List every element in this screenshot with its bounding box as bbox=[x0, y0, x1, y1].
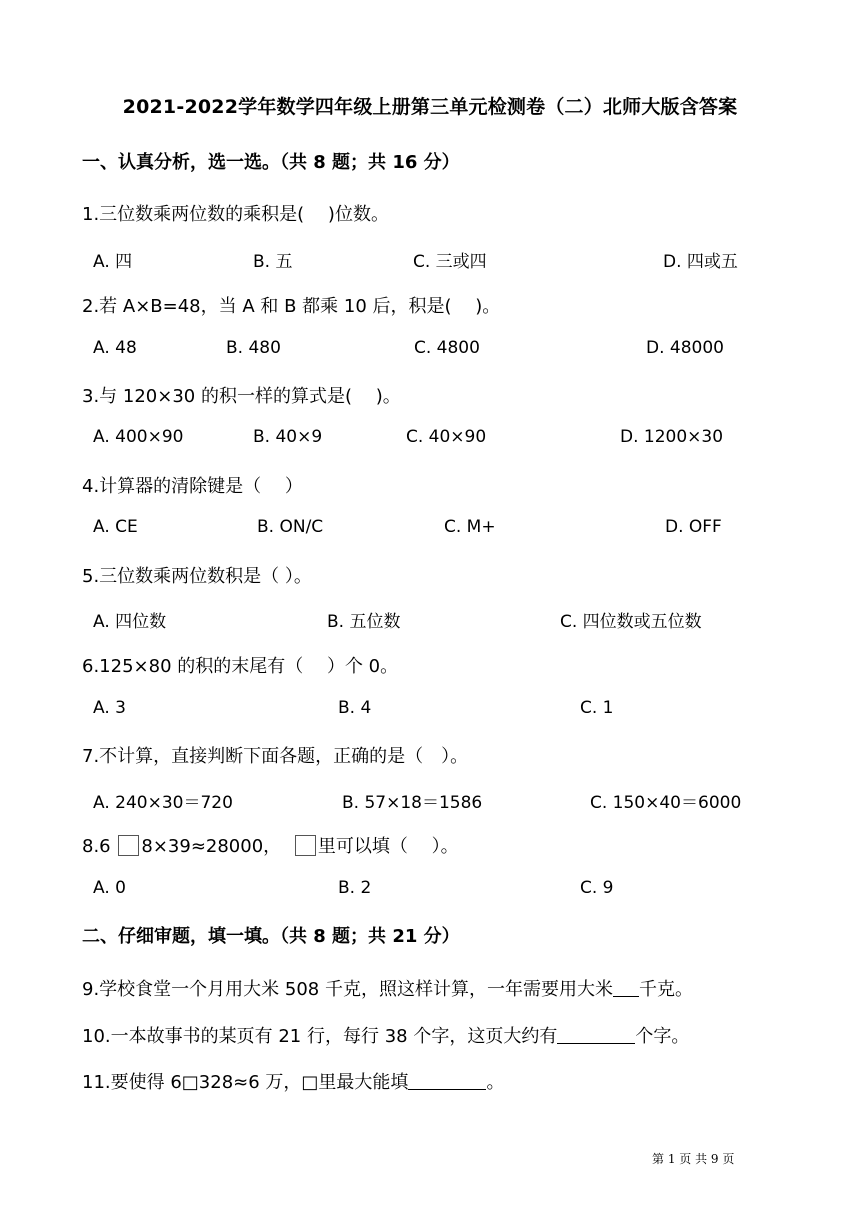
question-2: 2.若 A×B=48，当 A 和 B 都乘 10 后，积是( )。 bbox=[82, 296, 501, 317]
question-7: 7.不计算，直接判断下面各题，正确的是（ ）。 bbox=[82, 746, 469, 767]
question-11 bbox=[82, 1068, 504, 1094]
q8-prefix: 8.6 bbox=[82, 836, 111, 857]
q2-option-a: A. 48 bbox=[93, 338, 137, 358]
page-title: 2021-2022学年数学四年级上册第三单元检测卷（二）北师大版含答案 bbox=[122, 96, 738, 118]
section-heading-1: 一、认真分析，选一选。（共 8 题；共 16 分） bbox=[82, 152, 460, 173]
blank-box bbox=[118, 835, 139, 856]
answer-blank bbox=[557, 1026, 635, 1044]
q11-suffix: 。 bbox=[486, 1072, 505, 1093]
page-footer: 第 1 页 共 9 页 bbox=[652, 1152, 735, 1166]
question-5: 5.三位数乘两位数积是（ ）。 bbox=[82, 566, 312, 587]
question-10 bbox=[82, 1022, 689, 1048]
answer-blank bbox=[613, 979, 639, 997]
question-8 bbox=[82, 832, 459, 858]
q2-option-c: C. 4800 bbox=[414, 338, 480, 358]
q11-text: 11.要使得 6□328≈6 万，□里最大能填 bbox=[82, 1072, 409, 1093]
section-heading-2: 二、仔细审题，填一填。（共 8 题；共 21 分） bbox=[82, 926, 460, 947]
q8-option-b: B. 2 bbox=[338, 878, 372, 898]
q3-option-c: C. 40×90 bbox=[406, 427, 487, 447]
q4-option-a: A. CE bbox=[93, 517, 138, 537]
q6-option-a: A. 3 bbox=[93, 698, 126, 718]
q1-option-c: C. 三或四 bbox=[413, 252, 487, 272]
q7-option-b: B. 57×18＝1586 bbox=[342, 793, 483, 813]
q6-option-c: C. 1 bbox=[580, 698, 614, 718]
q8-option-c: C. 9 bbox=[580, 878, 614, 898]
q3-option-d: D. 1200×30 bbox=[620, 427, 724, 447]
q10-text: 10.一本故事书的某页有 21 行，每行 38 个字，这页大约有 bbox=[82, 1026, 558, 1047]
question-9 bbox=[82, 975, 693, 1001]
q7-option-a: A. 240×30＝720 bbox=[93, 793, 233, 813]
answer-blank bbox=[408, 1072, 486, 1090]
q5-option-a: A. 四位数 bbox=[93, 612, 167, 632]
q6-option-b: B. 4 bbox=[338, 698, 372, 718]
q3-option-b: B. 40×9 bbox=[253, 427, 323, 447]
q1-option-a: A. 四 bbox=[93, 252, 133, 272]
question-3: 3.与 120×30 的积一样的算式是( )。 bbox=[82, 386, 401, 407]
q3-option-a: A. 400×90 bbox=[93, 427, 184, 447]
q1-option-b: B. 五 bbox=[253, 252, 293, 272]
q2-option-b: B. 480 bbox=[226, 338, 281, 358]
question-1: 1.三位数乘两位数的乘积是( )位数。 bbox=[82, 204, 389, 225]
q9-suffix: 千克。 bbox=[638, 979, 693, 1000]
q8-option-a: A. 0 bbox=[93, 878, 126, 898]
q5-option-c: C. 四位数或五位数 bbox=[560, 612, 702, 632]
q8-middle: 8×39≈28000， bbox=[141, 836, 282, 857]
blank-box bbox=[295, 835, 316, 856]
question-6: 6.125×80 的积的末尾有（ ）个 0。 bbox=[82, 656, 399, 677]
q8-suffix: 里可以填（ ）。 bbox=[317, 836, 459, 857]
q10-suffix: 个字。 bbox=[635, 1026, 690, 1047]
q5-option-b: B. 五位数 bbox=[327, 612, 401, 632]
question-4: 4.计算器的清除键是（ ） bbox=[82, 476, 303, 497]
q2-option-d: D. 48000 bbox=[646, 338, 724, 358]
q1-option-d: D. 四或五 bbox=[663, 252, 738, 272]
q9-text: 9.学校食堂一个月用大米 508 千克，照这样计算，一年需要用大米 bbox=[82, 979, 613, 1000]
q7-option-c: C. 150×40＝6000 bbox=[590, 793, 742, 813]
q4-option-d: D. OFF bbox=[665, 517, 722, 537]
q4-option-b: B. ON/C bbox=[257, 517, 324, 537]
q4-option-c: C. M+ bbox=[444, 517, 496, 537]
